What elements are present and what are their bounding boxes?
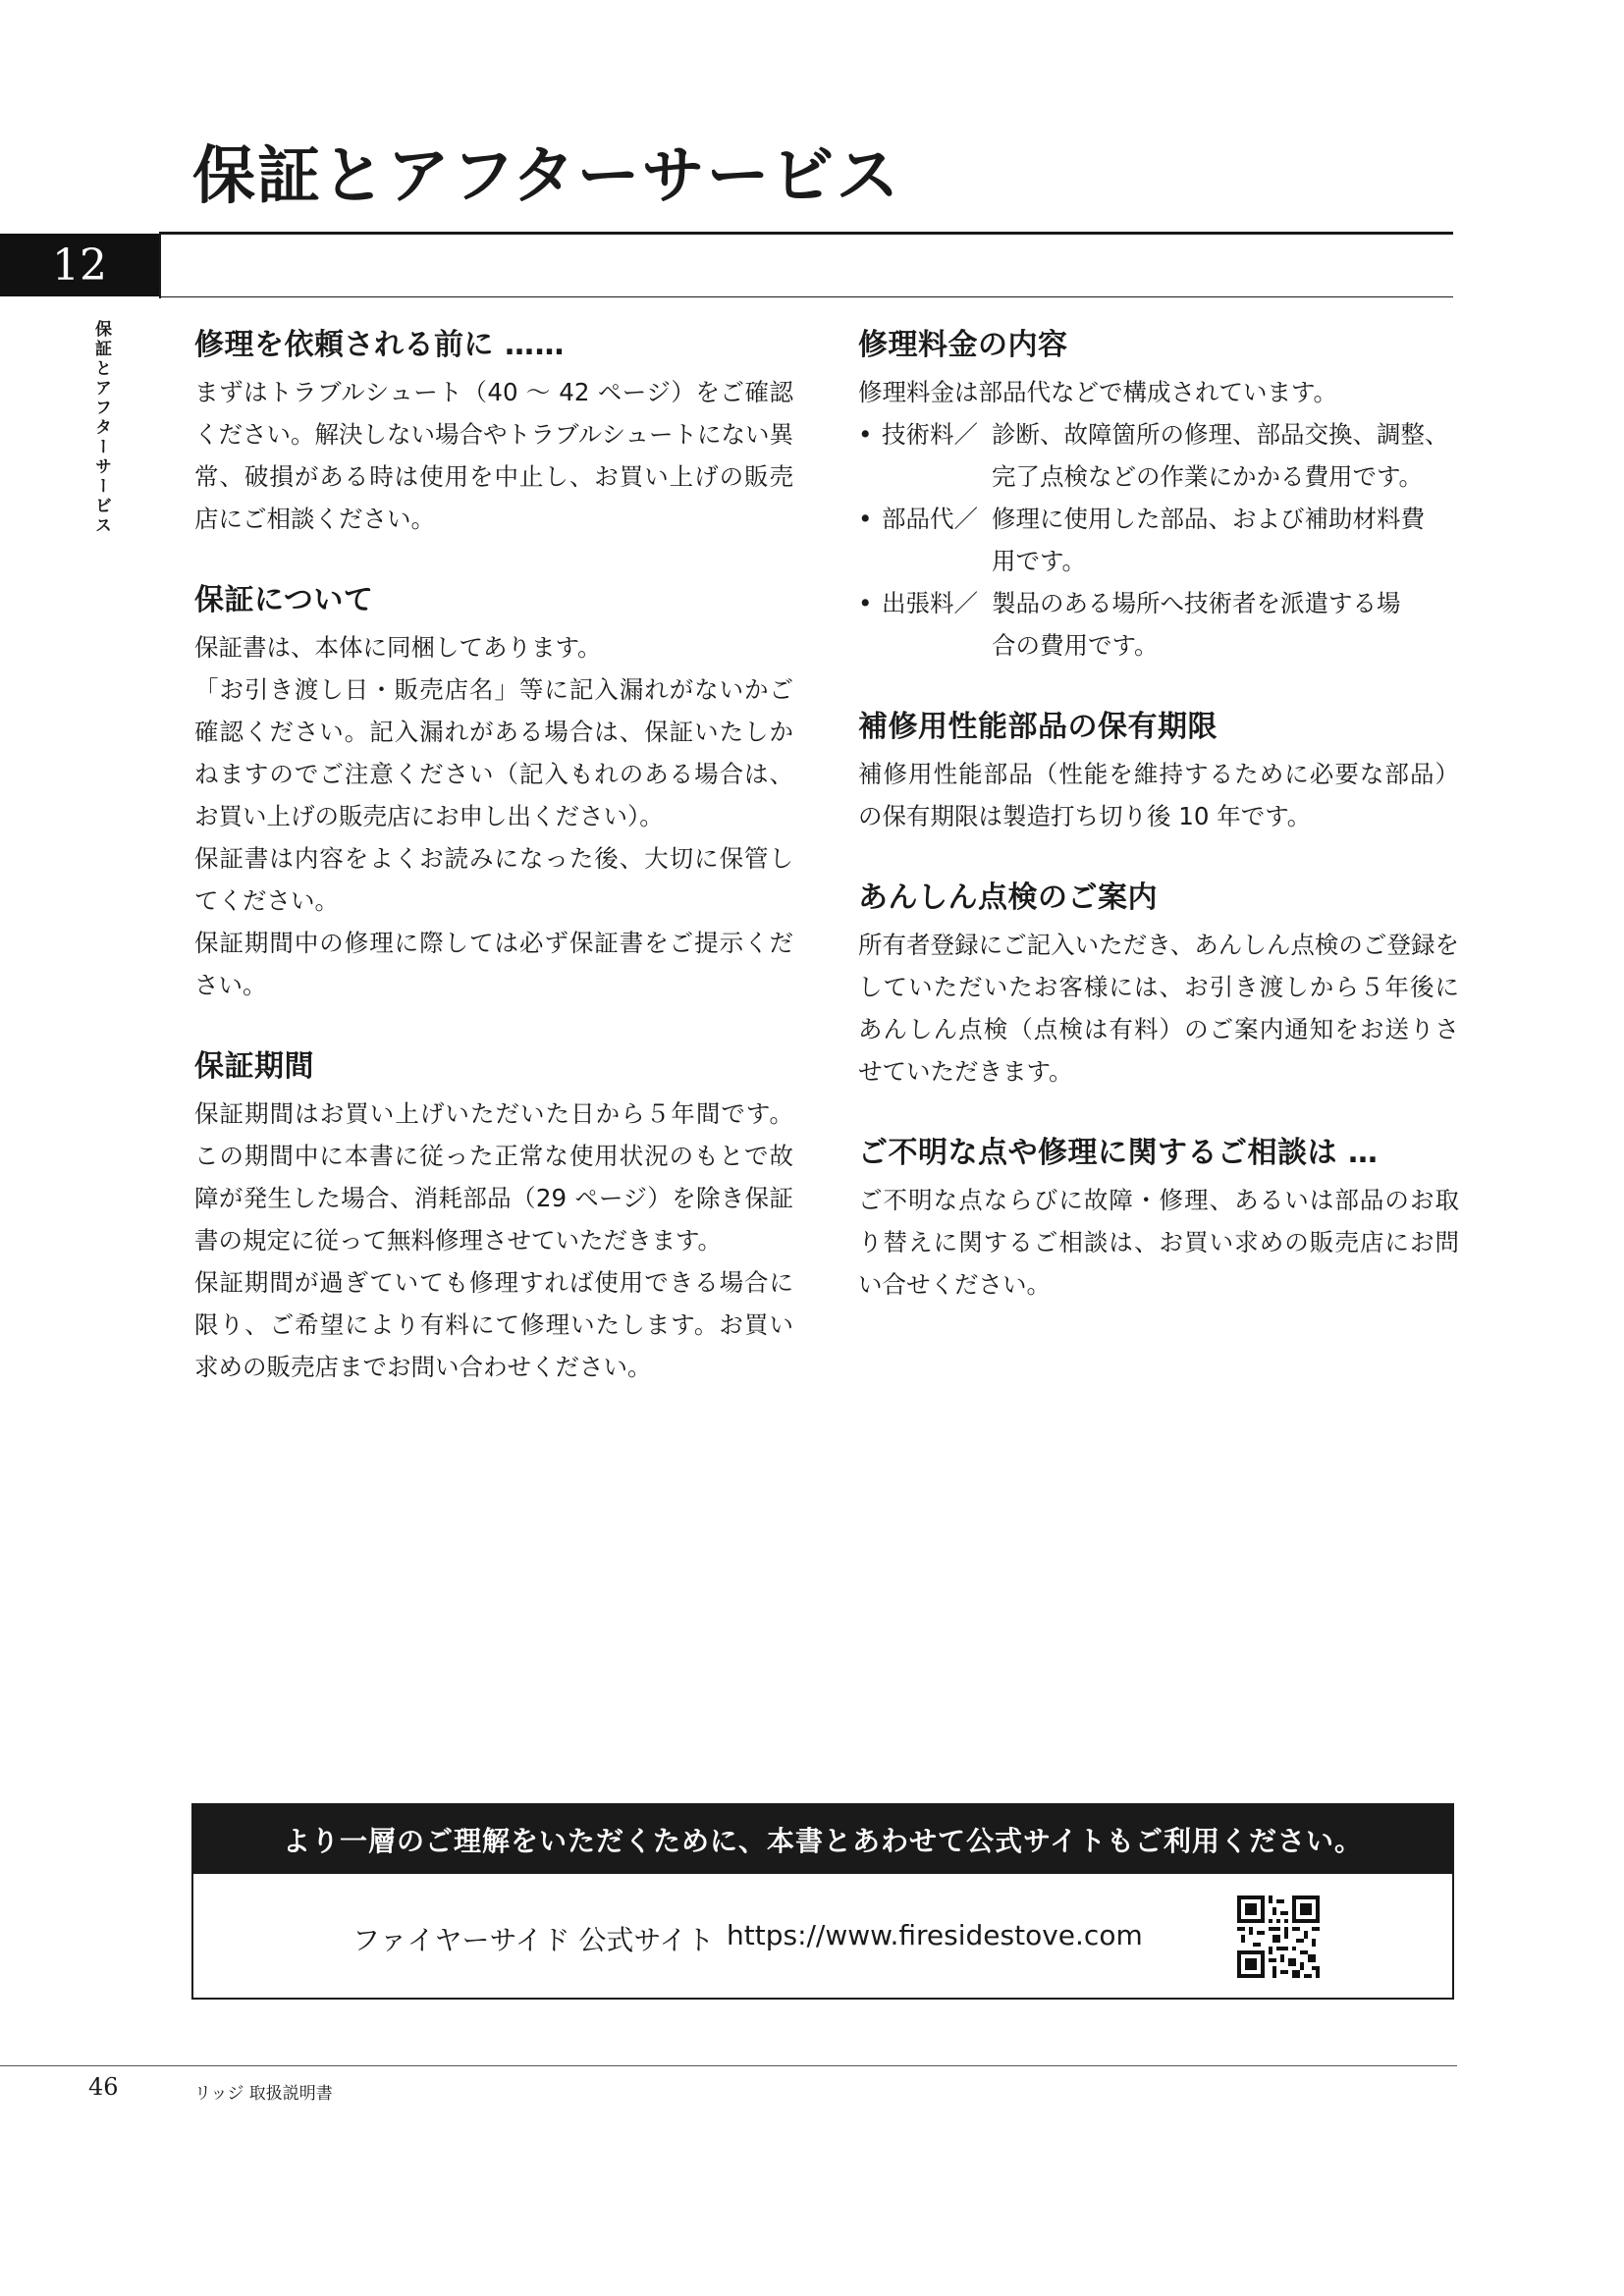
parts-retention-section (858, 710, 1459, 837)
warranty-paragraph: 保証書は内容をよくお読みになった後、大切に保管してください。 (194, 844, 793, 915)
inquiries-body: ご不明な点ならびに故障・修理、あるいは部品のお取り替えに関するご相談は、お買い求めの販売店にお問い合せください。 (858, 1186, 1459, 1299)
list-item (858, 413, 1459, 455)
site-name: ファイヤーサイド 公式サイト (352, 1924, 715, 1956)
right-column (858, 328, 1459, 1349)
banner-body (193, 1874, 1452, 1998)
parts-retention-body: 補修用性能部品（性能を維持するために必要な部品）の保有期限は製造打ち切り後 10 年です。 (858, 760, 1459, 830)
inspection-heading: あんしん点検のご案内 (858, 881, 1158, 915)
warranty-section (194, 583, 793, 1006)
warranty-period-paragraph: 保証期間はお買い上げいただいた日から５年間です。この期間中に本書に従った正常な使用状況のもとで故障が発生した場合、消耗部品（29 ページ）を除き保証書の規定に従って無料修理させていただきます。 (194, 1099, 793, 1255)
side-chapter-label: 保証とアフターサービス (91, 320, 111, 536)
bullet-icon: • (858, 420, 873, 449)
footer-rule (0, 2065, 1457, 2066)
list-item (858, 498, 1459, 540)
manual-title: リッジ 取扱説明書 (194, 2084, 333, 2104)
repair-fees-list (858, 413, 1459, 667)
chapter-divider (159, 234, 161, 298)
warranty-period-section (194, 1049, 793, 1388)
qr-code-icon[interactable] (1237, 1896, 1320, 1978)
inspection-body: 所有者登録にご記入いただき、あんしん点検のご登録をしていただいたお客様には、お引き渡しから５年後にあんしん点検（点検は有料）のご案内通知をお送りさせていただきます。 (858, 931, 1459, 1086)
left-column (194, 328, 793, 1431)
warranty-paragraph: 保証書は、本体に同梱してあります。 (194, 633, 602, 662)
before-repair-heading: 修理を依頼される前に …… (194, 328, 565, 362)
fee-description: 修理に使用した部品、および補助材料費 (992, 505, 1425, 533)
inquiries-heading: ご不明な点や修理に関するご相談は … (858, 1136, 1379, 1170)
official-site-banner (191, 1803, 1454, 2000)
inspection-section (858, 881, 1459, 1093)
before-repair-body: まずはトラブルシュート（40 ～ 42 ページ）をご確認ください。解決しない場合やトラブルシュートにない異常、破損がある時は使用を中止し、お買い上げの販売店にご相談ください。 (194, 378, 793, 533)
fee-description-continued: 用です。 (992, 547, 1087, 575)
warranty-heading: 保証について (194, 583, 374, 617)
repair-fees-intro: 修理料金は部品代などで構成されています。 (858, 378, 1338, 406)
fee-description-continued: 完了点検などの作業にかかる費用です。 (992, 462, 1424, 491)
chapter-number-badge: 12 (0, 234, 159, 296)
bullet-icon: • (858, 505, 873, 533)
fee-description: 診断、故障箇所の修理、部品交換、調整、 (992, 420, 1449, 449)
repair-fees-section (858, 328, 1459, 667)
page-number: 46 (88, 2073, 119, 2101)
before-repair-section (194, 328, 793, 540)
bullet-icon: • (858, 589, 873, 617)
warranty-period-heading: 保証期間 (194, 1049, 314, 1084)
list-item (858, 582, 1459, 624)
site-url-link[interactable]: https://www.firesidestove.com (727, 1919, 1143, 1951)
page-title: 保証とアフターサービス (192, 139, 901, 213)
warranty-paragraph: 「お引き渡し日・販売店名」等に記入漏れがないかご確認ください。記入漏れがある場合は、保証いたしかねますのでご注意ください（記入もれのある場合は、お買い上げの販売店にお申し出ください）。 (194, 675, 793, 830)
inquiries-section (858, 1136, 1459, 1306)
fee-description: 製品のある場所へ技術者を派遣する場 (992, 589, 1401, 617)
warranty-period-paragraph: 保証期間が過ぎていても修理すれば使用できる場合に限り、ご希望により有料にて修理いたします。お買い求めの販売店までお問い合わせください。 (194, 1268, 793, 1381)
title-rule (159, 232, 1453, 235)
fee-term: 技術料／ (882, 420, 978, 449)
warranty-paragraph: 保証期間中の修理に際しては必ず保証書をご提示ください。 (194, 929, 793, 999)
repair-fees-heading: 修理料金の内容 (858, 328, 1068, 362)
fee-term: 出張料／ (882, 589, 978, 617)
chapter-rule (159, 296, 1453, 297)
fee-description-continued: 合の費用です。 (992, 631, 1159, 660)
parts-retention-heading: 補修用性能部品の保有期限 (858, 710, 1218, 744)
fee-term: 部品代／ (882, 505, 978, 533)
banner-headline: より一層のご理解をいただくために、本書とあわせて公式サイトもご利用ください。 (193, 1805, 1452, 1874)
